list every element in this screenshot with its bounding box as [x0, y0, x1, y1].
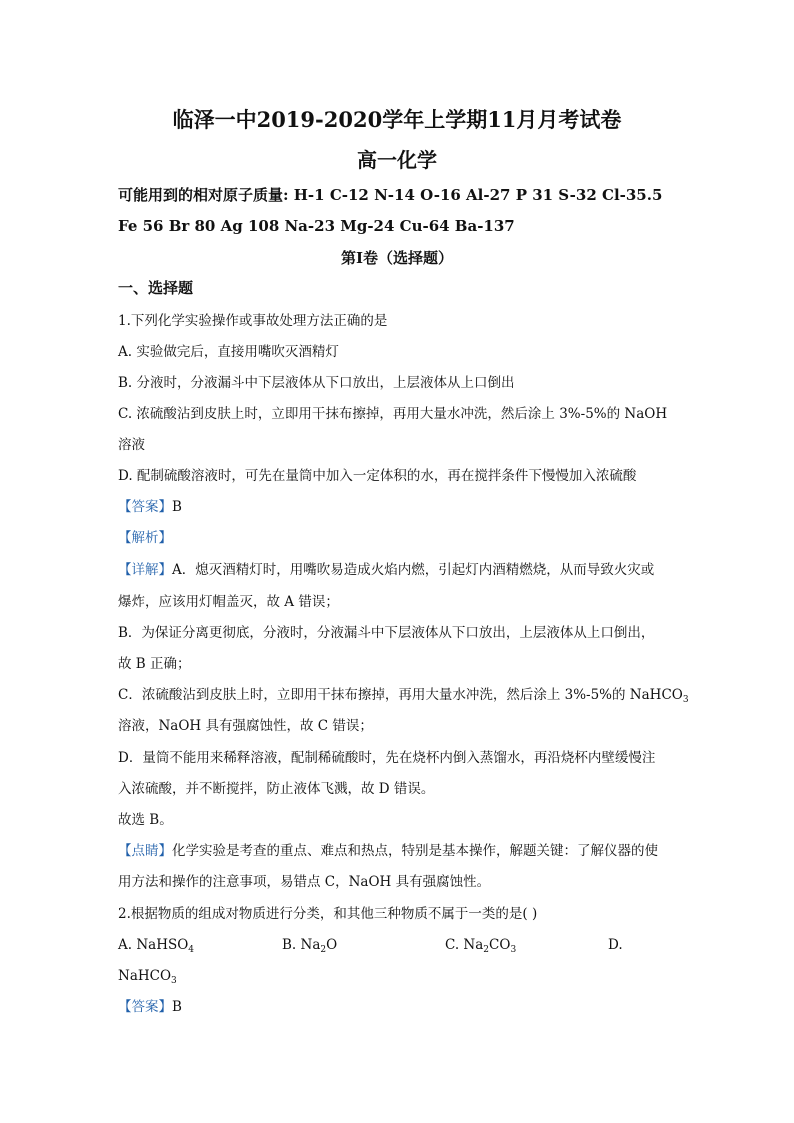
subscript: 2 [483, 945, 490, 955]
option-c-tail: CO [489, 937, 511, 953]
question-1-detail-d: D．量筒不能用来稀释溶液，配制稀硫酸时，先在烧杯内倒入蒸馏水，再沿烧杯内壁缓慢注 [118, 750, 656, 766]
question-1-comment [118, 842, 658, 860]
comment-text: 化学实验是考查的重点、难点和热点，特别是基本操作，解题关键：了解仪器的使 [172, 843, 658, 859]
question-2-answer [118, 998, 182, 1016]
atomic-masses-line-1: 可能用到的相对原子质量: H-1 C-12 N-14 O-16 Al-27 P 31 S-32 Cl-35.5 [118, 186, 663, 204]
question-1-detail-b-cont: 故 B 正确； [118, 656, 191, 672]
question-1-detail-a-cont: 爆炸，应该用灯帽盖灭，故 A 错误； [118, 594, 339, 610]
question-2-option-d: D. [608, 937, 623, 953]
option-d-text: NaHCO [118, 968, 172, 984]
question-1-detail-c [118, 686, 689, 709]
subscript: 4 [188, 945, 195, 955]
detail-a-text: A．熄灭酒精灯时，用嘴吹易造成火焰内燃，引起灯内酒精燃烧，从而导致火灾或 [172, 562, 655, 578]
comment-tag: 【点睛】 [118, 843, 172, 859]
question-2-option-c [445, 936, 516, 959]
question-1-comment-cont: 用方法和操作的注意事项，易错点 C，NaOH 具有强腐蚀性。 [118, 874, 491, 890]
option-a-text: A. NaHSO [118, 937, 189, 953]
question-2-option-b [282, 936, 337, 959]
question-1-detail-b: B．为保证分离更彻底，分液时，分液漏斗中下层液体从下口放出，上层液体从上口倒出， [118, 625, 655, 641]
answer-value: B [172, 499, 182, 515]
question-1-answer [118, 498, 182, 516]
answer-value: B [172, 999, 182, 1015]
exam-title: 临泽一中2019-2020学年上学期11月月考试卷 [172, 107, 622, 132]
section-title: 一、选择题 [118, 279, 194, 297]
question-1-option-d: D. 配制硫酸溶液时，可先在量筒中加入一定体积的水，再在搅拌条件下慢慢加入浓硫酸 [118, 468, 637, 484]
question-1-stem: 1.下列化学实验操作或事故处理方法正确的是 [118, 313, 388, 329]
answer-tag: 【答案】 [118, 499, 172, 515]
option-c-text: C. Na [445, 937, 484, 953]
subscript: 3 [682, 695, 689, 705]
atomic-masses-line-2: Fe 56 Br 80 Ag 108 Na-23 Mg-24 Cu-64 Ba-137 [118, 217, 515, 235]
volume-title: 第Ⅰ卷（选择题） [340, 249, 454, 267]
subscript: 3 [171, 976, 177, 986]
detail-tag: 【详解】 [118, 562, 172, 578]
question-1-option-b: B. 分液时，分液漏斗中下层液体从下口放出，上层液体从上口倒出 [118, 375, 515, 391]
detail-c-text: C．浓硫酸沾到皮肤上时，立即用干抹布擦掉，再用大量水冲洗，然后涂上 3%-5%的 NaHCO [118, 687, 683, 703]
subscript: 2 [320, 945, 327, 955]
question-2-option-d-cont [118, 967, 177, 990]
question-2-stem: 2.根据物质的组成对物质进行分类，和其他三种物质不属于一类的是( ) [118, 906, 538, 922]
question-1-analysis-tag: 【解析】 [118, 530, 172, 546]
option-b-text: B. Na [282, 937, 321, 953]
question-1-option-c-cont: 溶液 [118, 437, 145, 453]
question-1-option-c: C. 浓硫酸沾到皮肤上时，立即用干抹布擦掉，再用大量水冲洗，然后涂上 3%-5%的 NaOH [118, 406, 668, 422]
question-1-detail-c-cont: 溶液，NaOH 具有强腐蚀性，故 C 错误； [118, 718, 373, 734]
exam-subtitle: 高一化学 [357, 148, 437, 172]
answer-tag: 【答案】 [118, 999, 172, 1015]
question-1-detail-d-cont: 入浓硫酸，并不断搅拌，防止液体飞溅，故 D 错误。 [118, 781, 435, 797]
question-1-conclusion: 故选 B。 [118, 812, 173, 828]
question-1-detail-a [118, 561, 654, 579]
question-2-option-a [118, 936, 194, 959]
subscript: 3 [510, 945, 517, 955]
question-1-option-a: A. 实验做完后，直接用嘴吹灭酒精灯 [118, 344, 339, 360]
option-b-tail: O [326, 937, 338, 953]
